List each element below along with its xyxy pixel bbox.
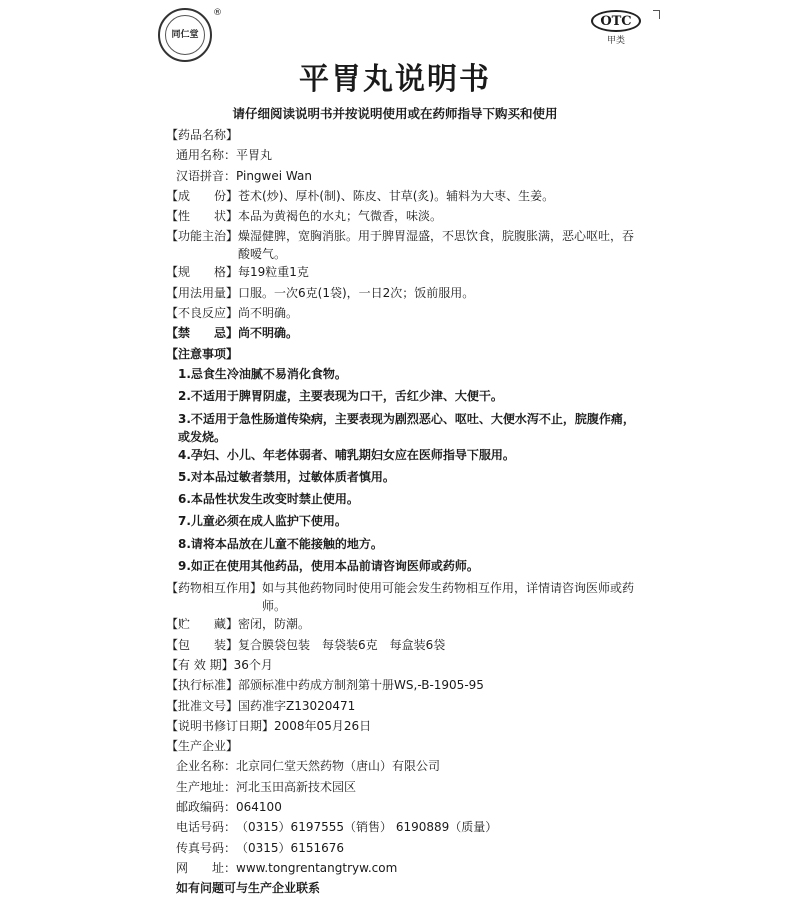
section-label: 【注意事项】 [166, 346, 239, 361]
section-label: 【功能主治】 [166, 229, 239, 244]
section-label: 【成 份】 [166, 188, 239, 203]
leaflet-body [166, 126, 646, 900]
otc-badge [591, 10, 641, 46]
precaution-item: 6.本品性状发生改变时禁止使用。 [178, 492, 359, 507]
drug-name-section [166, 126, 646, 146]
adverse-row [166, 304, 646, 324]
section-value: 尚不明确。 [238, 326, 299, 341]
field-value: 河北玉田高新技术园区 [236, 779, 357, 794]
section-value: 复合膜袋包装 每袋装6克 每盒装6袋 [238, 637, 446, 652]
section-value: 部颁标准中药成方制剂第十册WS,-B-1905-95 [238, 678, 484, 693]
field-label: 邮政编码： [176, 800, 237, 815]
section-value: 口服。一次6克(1袋)，一日2次；饭前服用。 [238, 285, 475, 300]
section-label: 【生产企业】 [166, 739, 239, 754]
section-label: 【批准文号】 [166, 698, 239, 713]
approval-row [166, 697, 646, 717]
field-value: 平胃丸 [236, 148, 273, 163]
revision-row [166, 717, 646, 737]
package-row [166, 636, 646, 656]
dosage-row [166, 284, 646, 304]
section-label: 【执行标准】 [166, 678, 239, 693]
corner-mark [653, 10, 660, 19]
properties-row [166, 207, 646, 227]
phone-row [166, 818, 646, 838]
contact-footer: 如有问题可与生产企业联系 [176, 881, 321, 896]
section-value: 密闭，防潮。 [238, 617, 311, 632]
field-label: 传真号码： [176, 840, 237, 855]
precaution-item: 7.儿童必须在成人监护下使用。 [178, 514, 347, 529]
field-value: （0315）6197555（销售） 6190889（质量） [236, 820, 498, 835]
address-row [166, 778, 646, 798]
section-label: 【说明书修订日期】 [166, 718, 275, 733]
precautions-section [166, 345, 646, 365]
section-label: 【禁 忌】 [166, 326, 239, 341]
field-value: 064100 [236, 800, 282, 815]
section-label: 【药品名称】 [166, 128, 239, 142]
section-label: 【贮 藏】 [166, 617, 239, 632]
document-title: 平胃丸说明书 [299, 62, 491, 97]
common-name-row [166, 146, 646, 166]
standard-row [166, 676, 646, 696]
validity-row [166, 656, 646, 676]
section-value: 如与其他药物同时使用可能会发生药物相互作用，详情请咨询医师或药师。 [262, 581, 635, 614]
storage-row [166, 615, 646, 635]
document-subtitle: 请仔细阅读说明书并按说明使用或在药师指导下购买和使用 [232, 106, 558, 121]
registered-mark: ® [213, 8, 222, 18]
section-value: 尚不明确。 [238, 306, 299, 321]
spec-row [166, 263, 646, 283]
field-value: 北京同仁堂天然药物（唐山）有限公司 [236, 759, 441, 774]
field-label: 通用名称： [176, 148, 237, 163]
website-link: www.tongrentangtryw.com [236, 860, 398, 875]
pinyin-row [166, 167, 646, 187]
otc-mark: OTC [591, 10, 641, 32]
section-label: 【包 装】 [166, 637, 239, 652]
precaution-item: 4.孕妇、小儿、年老体弱者、哺乳期妇女应在医师指导下服用。 [178, 447, 515, 462]
field-value: Pingwei Wan [236, 168, 312, 183]
otc-class: 甲类 [606, 36, 625, 46]
field-label: 电话号码： [176, 820, 237, 835]
interactions-row [166, 579, 646, 615]
website-row [166, 859, 646, 879]
indications-row [166, 227, 646, 263]
precaution-item: 9.如正在使用其他药品，使用本品前请咨询医师或药师。 [178, 559, 479, 574]
postcode-row [166, 798, 646, 818]
section-value: 2008年05月26日 [274, 718, 372, 733]
fax-row [166, 839, 646, 859]
logo-seal-text: 同仁堂 [165, 15, 205, 55]
field-label: 生产地址： [176, 779, 237, 794]
field-label: 网 址： [176, 860, 237, 875]
precaution-item: 2.不适用于脾胃阴虚，主要表现为口干，舌红少津、大便干。 [178, 389, 503, 404]
section-value: 国药准字Z13020471 [238, 698, 356, 713]
field-label: 企业名称： [176, 759, 237, 774]
section-label: 【规 格】 [166, 265, 239, 280]
precaution-item: 3.不适用于急性肠道传染病，主要表现为剧烈恶心、呕吐、大便水泻不止，脘腹作痛，或发烧。 [178, 411, 635, 444]
company-name-row [166, 757, 646, 777]
section-label: 【不良反应】 [166, 306, 239, 321]
section-label: 【有 效 期】 [166, 657, 234, 672]
section-value: 本品为黄褐色的水丸；气微香，味淡。 [238, 209, 443, 224]
field-value: （0315）6151676 [236, 840, 344, 855]
section-label: 【用法用量】 [166, 285, 239, 300]
contraindications-row [166, 324, 646, 344]
ingredients-row [166, 187, 646, 207]
precaution-item: 1.忌食生冷油腻不易消化食物。 [178, 366, 347, 381]
section-value: 36个月 [233, 657, 273, 672]
section-value: 苍术(炒)、厚朴(制)、陈皮、甘草(炙)。辅料为大枣、生姜。 [238, 188, 555, 203]
precaution-item: 8.请将本品放在儿童不能接触的地方。 [178, 536, 383, 551]
section-label: 【药物相互作用】 [166, 581, 263, 596]
section-label: 【性 状】 [166, 209, 239, 224]
section-value: 燥湿健脾，宽胸消胀。用于脾胃湿盛，不思饮食，脘腹胀满，恶心呕吐，吞酸嗳气。 [238, 229, 635, 262]
field-label: 汉语拼音： [176, 168, 237, 183]
precaution-item: 5.对本品过敏者禁用，过敏体质者慎用。 [178, 469, 395, 484]
section-value: 每19粒重1克 [238, 265, 309, 280]
manufacturer-section [166, 737, 646, 757]
